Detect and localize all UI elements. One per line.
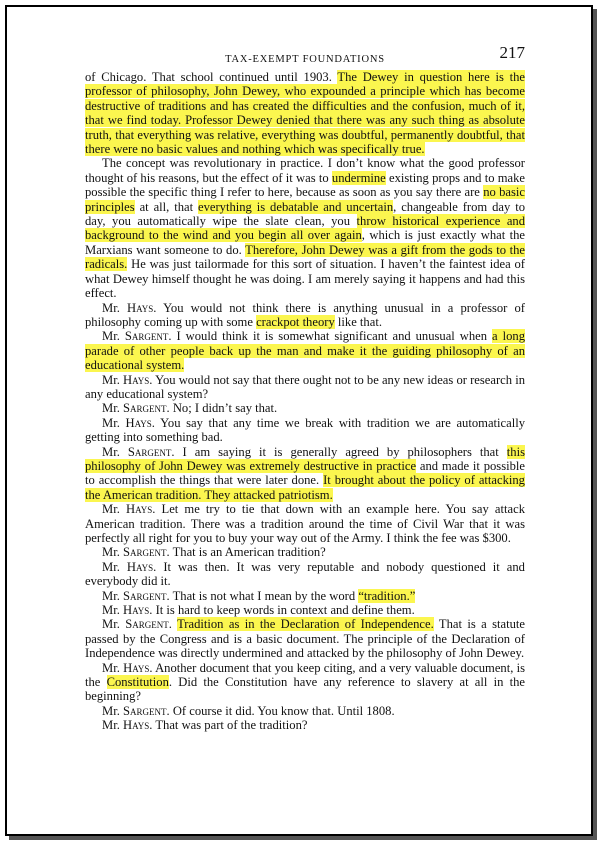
text-span: Mr.	[102, 617, 126, 632]
paragraph	[85, 502, 525, 545]
speaker-name: Sargent	[125, 617, 169, 632]
highlighted-text: crackpot theory	[256, 314, 335, 329]
text-span: . Another document that you keep citing, and a very valuable document, is the	[85, 660, 526, 690]
speaker-name: Hays	[126, 559, 154, 574]
text-span: . You say that any time we break with tradition we are automatically getting into something bad.	[85, 415, 526, 445]
highlighted-text: this philosophy of John Dewey was extremely destructive in practice	[85, 444, 525, 473]
text-span: Mr.	[102, 502, 126, 517]
highlighted-text: Tradition as in the Declaration of Independence.	[177, 617, 434, 632]
paragraph	[85, 704, 525, 718]
text-span: He was just tailormade for this sort of situation. I haven’t the faintest idea of what Dewey himself thought he was doing. I am merely saying it happens and had this effect.	[85, 257, 525, 301]
speaker-name: Hays	[123, 660, 150, 675]
text-span: Mr.	[102, 603, 123, 618]
highlighted-text: a long parade of other people back up the man and make it the guiding philosophy of an educational system.	[85, 329, 526, 373]
text-span: Mr.	[102, 300, 127, 315]
paragraph	[85, 301, 525, 330]
speaker-name: Sargent	[127, 444, 172, 459]
text-span: Mr.	[102, 415, 126, 430]
paragraph	[85, 373, 525, 402]
speaker-name: Hays	[126, 300, 154, 315]
speaker-name: Hays	[123, 718, 150, 733]
highlighted-text: The Dewey in question here is the professor of philosophy, John Dewey, who expounded a principle which has become destructive of traditions and has created the difficulties and the confusion, much of it, that we find today. Professor Dewey denied that there was any such thing as absolute truth, that everything was relative, everything was doubtful, permanently doubtful, that there were no basic values and nothing which was specifically true.	[85, 70, 525, 157]
speaker-name: Sargent	[123, 703, 167, 718]
text-span: Mr.	[102, 401, 123, 416]
document-page	[85, 43, 526, 733]
paragraph	[85, 661, 525, 704]
text-span: at all, that	[134, 199, 198, 214]
speaker-name: Sargent	[124, 329, 169, 344]
speaker-name: Hays	[123, 603, 150, 618]
paragraph	[85, 617, 525, 660]
text-span: . Let me try to tie that down with an example here. You say attack American tradition. There was a tradition around the time of Civil War that it was perfectly all right for you to buy your way out of the Army. I think the fee was $300.	[85, 502, 525, 545]
text-span: , which is just exactly what the Marxians want someone to do.	[85, 228, 525, 257]
paragraph	[85, 718, 525, 732]
text-span: Mr.	[102, 660, 124, 675]
text-span: .	[168, 617, 178, 632]
speaker-name: Hays	[123, 372, 150, 387]
highlighted-text: “tradition.”	[358, 588, 416, 603]
text-span: . It is hard to keep words in context and define them.	[149, 603, 415, 618]
paragraph	[85, 401, 525, 415]
text-span: The concept was revolutionary in practice. I don’t know what the good professor thought of his reasons, but the effect of it was to	[85, 156, 525, 185]
text-span: and made it possible to accomplish the things that were later done.	[85, 458, 525, 488]
highlighted-text: undermine	[331, 170, 386, 185]
highlighted-text: Constitution	[106, 675, 169, 690]
paragraph	[85, 560, 525, 589]
text-span: . Of course it did. You know that. Until 1808.	[166, 703, 395, 718]
speaker-name: Sargent	[123, 588, 167, 603]
text-span: existing props and to make possible the specific thing I refer to here, because as soon as you say there are	[85, 170, 526, 200]
paragraph	[85, 445, 525, 503]
text-span: Mr.	[102, 718, 123, 733]
text-span: . You would not say that there ought not to be any new ideas or research in any educational system?	[85, 372, 525, 401]
text-span: . I would think it is somewhat significant and unusual when	[168, 329, 493, 344]
paragraph	[85, 329, 525, 372]
paragraph	[85, 156, 525, 300]
highlighted-text: It brought about the policy of attacking the American tradition. They attacked patriotism.	[85, 473, 525, 502]
speaker-name: Sargent	[123, 545, 167, 560]
text-span: Mr.	[102, 588, 123, 603]
text-span: , changeable from day to day, you automatically wipe the slate clean, you	[85, 199, 526, 229]
speaker-name: Sargent	[123, 401, 167, 416]
text-span: . I am saying it is generally agreed by philosophers that	[171, 444, 507, 459]
page-number: 217	[499, 43, 525, 62]
text-span: Mr.	[102, 372, 123, 387]
running-title: TAX-EXEMPT FOUNDATIONS	[225, 54, 385, 65]
text-span: Mr.	[102, 329, 125, 344]
text-span: . Did the Constitution have any reference to slavery at all in the beginning?	[85, 675, 525, 704]
text-span: Mr.	[102, 559, 127, 574]
text-span: Mr.	[102, 444, 128, 459]
body-text	[85, 70, 525, 733]
text-span: That is a statute passed by the Congress and is a basic document. The principle of the Declaration of Independence was directly undermined and attacked by the philosophy of John Dewey.	[85, 617, 525, 661]
text-span: . That is not what I mean by the word	[166, 588, 359, 603]
page-header	[85, 43, 525, 68]
text-span: like that.	[334, 314, 382, 329]
text-span: . That is an American tradition?	[166, 545, 326, 560]
highlighted-text: everything is debatable and uncertain	[198, 199, 394, 214]
paragraph	[85, 545, 525, 559]
text-span: . It was then. It was very reputable and nobody questioned it and everybody did it.	[85, 559, 525, 589]
text-span: . That was part of the tradition?	[149, 718, 308, 733]
text-span: Mr.	[102, 703, 123, 718]
text-span: . No; I didn’t say that.	[166, 401, 278, 416]
highlighted-text: throw historical experience and background to the wind and you begin all over again	[85, 214, 526, 243]
paragraph	[85, 603, 525, 617]
highlighted-text: no basic principles	[85, 185, 525, 214]
paragraph	[85, 589, 525, 603]
speaker-name: Hays	[125, 502, 153, 517]
text-span: Mr.	[102, 545, 123, 560]
text-span: of Chicago. That school continued until 1903.	[85, 70, 338, 84]
paragraph	[85, 416, 525, 445]
paragraph	[85, 70, 525, 156]
speaker-name: Hays	[125, 415, 152, 430]
highlighted-text: Therefore, John Dewey was a gift from the gods to the radicals.	[85, 242, 525, 272]
text-span: . You would not think there is anything unusual in a professor of philosophy coming up with some	[85, 300, 525, 329]
